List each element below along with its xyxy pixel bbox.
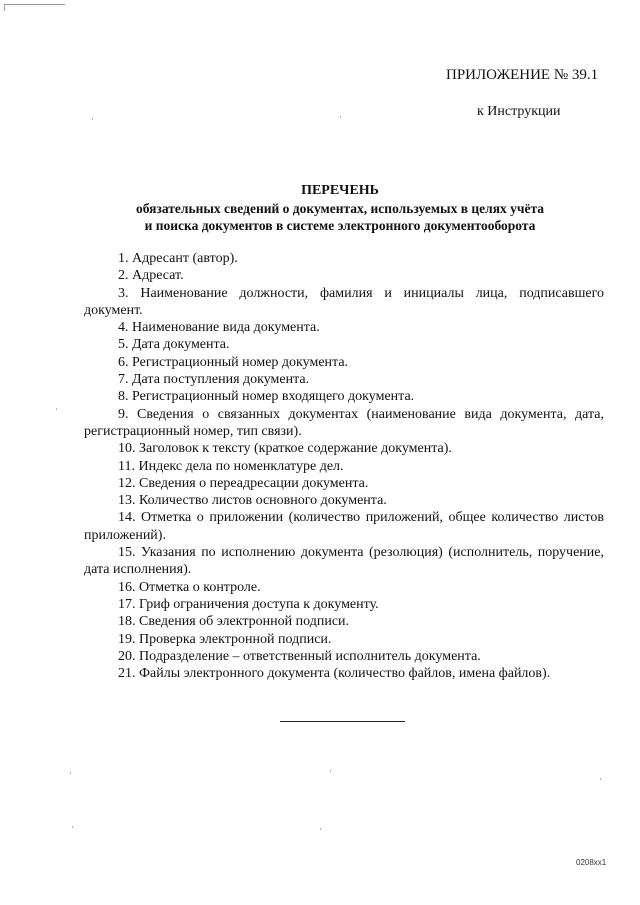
title-block <box>80 182 600 234</box>
appendix-number: ПРИЛОЖЕНИЕ № 39.1 <box>446 67 599 83</box>
list-item: 11. Индекс дела по номенклатуре дел. <box>118 458 344 474</box>
closing-divider-line <box>280 721 405 722</box>
list-item: 19. Проверка электронной подписи. <box>118 631 332 647</box>
scan-speck <box>600 778 601 780</box>
document-subtitle-line-2: и поиска документов в системе электронного документооборота <box>144 218 536 233</box>
required-info-list <box>84 250 604 682</box>
scan-corner-mark <box>4 4 65 11</box>
document-title: ПЕРЕЧЕНЬ <box>301 183 379 198</box>
list-item: 10. Заголовок к тексту (краткое содержание документа). <box>118 441 452 457</box>
scan-speck <box>70 772 71 774</box>
list-item: 15. Указания по исполнению документа (резолюция) (исполнитель, поручение, дата исполнения). <box>84 545 604 578</box>
list-item: 2. Адресат. <box>118 268 184 284</box>
list-item: 12. Сведения о переадресации документа. <box>118 475 369 491</box>
list-item: 5. Дата документа. <box>118 337 230 353</box>
appendix-to-instruction: к Инструкции <box>477 104 561 119</box>
list-item: 14. Отметка о приложении (количество приложений, общее количество листов приложений). <box>84 510 604 543</box>
list-item: 3. Наименование должности, фамилия и инициалы лица, подписавшего документ. <box>84 285 604 318</box>
list-item: 8. Регистрационный номер входящего документа. <box>118 389 415 405</box>
scan-speck <box>92 118 93 120</box>
list-item: 16. Отметка о контроле. <box>118 579 261 595</box>
document-subtitle-line-1: обязательных сведений о документах, используемых в целях учёта <box>135 201 545 216</box>
list-item: 13. Количество листов основного документа. <box>118 493 387 509</box>
list-item: 7. Дата поступления документа. <box>118 372 310 388</box>
list-item: 1. Адресант (автор). <box>118 251 238 266</box>
scan-speck <box>330 770 331 772</box>
list-item: 6. Регистрационный номер документа. <box>118 354 349 370</box>
list-item: 18. Сведения об электронной подписи. <box>118 614 350 630</box>
list-item: 20. Подразделение – ответственный исполнитель документа. <box>118 648 481 664</box>
scan-speck <box>340 116 341 118</box>
footer-code: 0208хх1 <box>576 858 607 867</box>
list-item: 9. Сведения о связанных документах (наименование вида документа, дата, регистрационный номер, тип связи). <box>84 406 604 439</box>
scan-speck <box>72 826 73 828</box>
list-item: 4. Наименование вида документа. <box>118 320 320 336</box>
scan-speck <box>56 408 57 410</box>
list-item: 17. Гриф ограничения доступа к документу. <box>118 596 379 612</box>
scan-speck <box>320 828 321 830</box>
list-item: 21. Файлы электронного документа (количество файлов, имена файлов). <box>118 666 551 682</box>
